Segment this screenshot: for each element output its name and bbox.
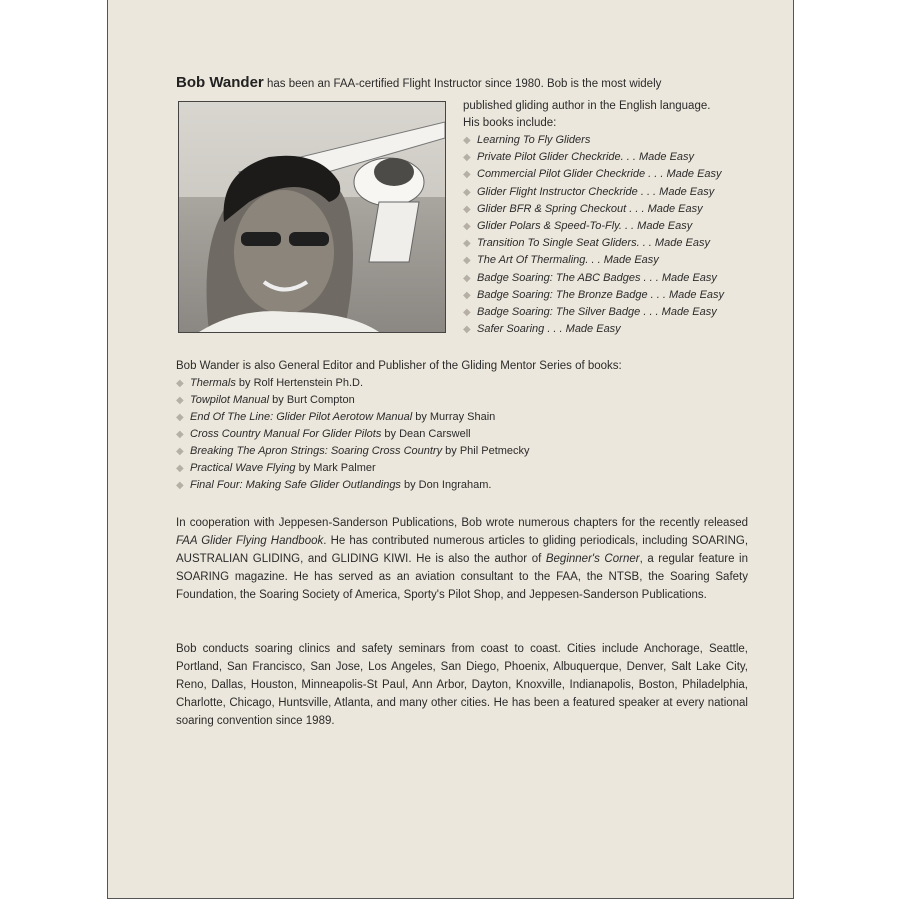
- paragraph-text: , a regular feature in SOARING magazine. He has served as an aviation consultant to the FAA, the NTSB, the Soaring Safety Foundation, the Soaring Society of America, Sporty's Pilot Shop, and Jeppesen-Sanderson Publications.: [176, 553, 748, 601]
- diamond-bullet-icon: ◆: [176, 480, 184, 491]
- diamond-bullet-icon: ◆: [463, 135, 471, 146]
- mentor-book-author: by Rolf Hertenstein Ph.D.: [235, 377, 364, 389]
- mentor-book-author: by Murray Shain: [412, 411, 496, 423]
- diamond-bullet-icon: ◆: [176, 395, 184, 406]
- diamond-bullet-icon: ◆: [176, 378, 184, 389]
- clinics-paragraph: Bob conducts soaring clinics and safety seminars from coast to coast. Cities include Anchorage, Seattle, Portland, San Francisco, San Jose, Los Angeles, San Diego, Phoenix, Albuquerque, Denver, Salt Lake City, Reno, Dallas, Houston, Minneapolis-St Paul, Ann Arbor, Dayton, Knoxville, Indianapolis, Boston, Philadelphia, Charlotte, Chicago, Huntsville, Atlanta, and many other cities. He has been a featured speaker at every national soaring convention since 1989.: [176, 643, 748, 727]
- diamond-bullet-icon: ◆: [463, 307, 471, 319]
- mentor-book-author: by Mark Palmer: [295, 462, 376, 474]
- book-item: [463, 149, 763, 166]
- diamond-bullet-icon: ◆: [463, 238, 471, 250]
- book-title: Badge Soaring: The Silver Badge . . . Made Easy: [477, 306, 717, 319]
- mentor-series-item: [176, 392, 756, 409]
- mentor-book-title: Cross Country Manual For Glider Pilots: [190, 428, 382, 440]
- book-item: [463, 287, 763, 304]
- book-item: [463, 235, 763, 252]
- book-item: [463, 201, 763, 218]
- column-title: Beginner's Corner: [545, 553, 640, 565]
- mentor-book-author: by Don Ingraham.: [400, 479, 492, 491]
- author-photo: [178, 101, 446, 333]
- handbook-title: FAA Glider Flying Handbook: [176, 535, 324, 547]
- intro-line: [176, 74, 756, 93]
- mentor-series-item: [176, 375, 756, 392]
- page: [107, 0, 794, 899]
- intro-text-3: His books include:: [463, 117, 557, 129]
- book-item: [463, 218, 763, 235]
- diamond-bullet-icon: ◆: [463, 272, 471, 284]
- diamond-bullet-icon: ◆: [463, 152, 471, 164]
- mentor-book-title: Breaking The Apron Strings: Soaring Cross Country: [190, 445, 443, 457]
- book-item: [463, 304, 763, 321]
- intro-text-2: published gliding author in the English language.: [463, 100, 711, 112]
- book-item: [463, 166, 763, 183]
- diamond-bullet-icon: ◆: [463, 186, 471, 198]
- book-title: Transition To Single Seat Gliders. . . Made Easy: [477, 237, 710, 250]
- book-title: Glider Flight Instructor Checkride . . . Made Easy: [477, 185, 715, 198]
- book-title: Commercial Pilot Glider Checkride . . . Made Easy: [477, 168, 722, 181]
- mentor-book-title: Thermals: [190, 377, 236, 389]
- book-item: [463, 252, 763, 269]
- book-item: [463, 184, 763, 201]
- content: [176, 74, 756, 727]
- book-title: Private Pilot Glider Checkride. . . Made Easy: [477, 151, 695, 164]
- diamond-bullet-icon: ◆: [463, 169, 471, 181]
- diamond-bullet-icon: ◆: [463, 255, 471, 267]
- mentor-book-title: Final Four: Making Safe Glider Outlandings: [190, 479, 401, 491]
- diamond-bullet-icon: ◆: [463, 324, 471, 336]
- mentor-book-author: by Dean Carswell: [381, 428, 471, 440]
- book-title: Safer Soaring . . . Made Easy: [477, 323, 621, 336]
- mentor-book-title: End Of The Line: Glider Pilot Aerotow Manual: [190, 411, 413, 423]
- book-title: Glider Polars & Speed-To-Fly. . . Made Easy: [477, 220, 693, 233]
- book-title: Badge Soaring: The ABC Badges . . . Made Easy: [477, 271, 717, 284]
- mentor-book-author: by Burt Compton: [269, 394, 355, 406]
- book-title: Learning To Fly Gliders: [477, 134, 591, 146]
- mentor-series-item: [176, 460, 756, 477]
- diamond-bullet-icon: ◆: [176, 446, 184, 457]
- book-title: Glider BFR & Spring Checkout . . . Made Easy: [477, 202, 703, 215]
- mentor-series-heading: Bob Wander is also General Editor and Publisher of the Gliding Mentor Series of books:: [176, 360, 622, 372]
- author-photo-image: [179, 102, 445, 332]
- mentor-series-section: [176, 358, 756, 494]
- author-name: Bob Wander: [176, 74, 264, 91]
- mentor-book-title: Towpilot Manual: [190, 394, 270, 406]
- book-item: [463, 132, 763, 149]
- intro-text-1: has been an FAA-certified Flight Instructor since 1980. Bob is the most widely: [263, 78, 662, 90]
- diamond-bullet-icon: ◆: [176, 412, 184, 423]
- diamond-bullet-icon: ◆: [463, 203, 471, 215]
- mentor-series-item: [176, 426, 756, 443]
- book-title: Badge Soaring: The Bronze Badge . . . Made Easy: [477, 288, 725, 301]
- diamond-bullet-icon: ◆: [176, 429, 184, 440]
- book-list: [463, 132, 763, 338]
- diamond-bullet-icon: ◆: [463, 221, 471, 233]
- mentor-series-item: [176, 477, 756, 494]
- diamond-bullet-icon: ◆: [463, 289, 471, 301]
- mentor-series-list: [176, 375, 756, 494]
- mentor-series-item: [176, 443, 756, 460]
- paragraph-text: . He has contributed numerous articles to gliding periodicals, including SOARING, AUSTRALIAN GLIDING, and GLIDING KIWI. He is also the author of: [176, 535, 749, 565]
- diamond-bullet-icon: ◆: [176, 463, 184, 474]
- mentor-book-title: Practical Wave Flying: [190, 462, 296, 474]
- paragraph-text: In cooperation with Jeppesen-Sanderson Publications, Bob wrote numerous chapters for the recently released: [176, 517, 748, 529]
- mentor-book-author: by Phil Petmecky: [442, 445, 530, 457]
- book-item: [463, 270, 763, 287]
- book-title: The Art Of Thermaling. . . Made Easy: [477, 254, 659, 267]
- intro-right-column: [463, 98, 763, 338]
- jeppesen-paragraph: [176, 514, 748, 604]
- mentor-series-item: [176, 409, 756, 426]
- book-item: [463, 321, 763, 338]
